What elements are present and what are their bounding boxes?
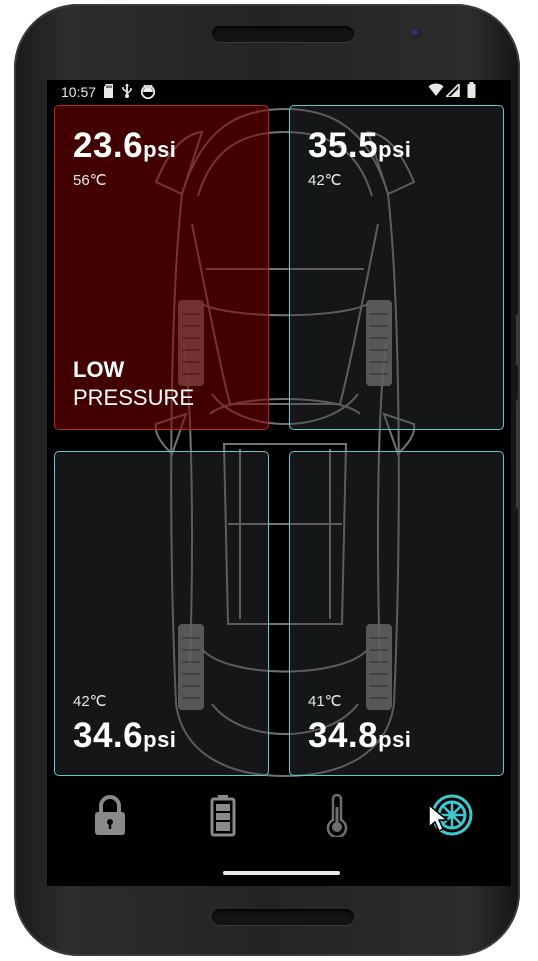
rear-left-pressure: 34.6psi — [73, 716, 177, 755]
sd-card-icon — [103, 83, 114, 99]
front-left-temperature: 56℃ — [73, 172, 107, 189]
rear-left-temperature: 42℃ — [73, 693, 107, 710]
battery-icon — [467, 82, 476, 98]
power-button — [516, 399, 520, 509]
bottom-speaker — [212, 909, 354, 925]
app-screen — [47, 80, 511, 886]
volume-button — [516, 314, 520, 366]
phone-frame — [14, 4, 520, 956]
tire-panel-front-right[interactable] — [289, 105, 504, 430]
tire-panel-rear-right[interactable] — [289, 451, 504, 776]
battery-icon — [203, 793, 243, 837]
tire-panel-rear-left[interactable] — [54, 451, 269, 776]
nav-lock-button[interactable] — [90, 793, 130, 837]
low-pressure-warning: LOW PRESSURE — [73, 357, 195, 410]
wifi-icon — [428, 83, 444, 97]
home-indicator[interactable] — [223, 871, 340, 875]
front-camera — [411, 28, 421, 38]
earpiece-speaker — [212, 26, 354, 42]
thermometer-icon — [317, 793, 357, 837]
status-time: 10:57 — [61, 84, 97, 100]
lock-icon — [90, 793, 130, 837]
usb-icon — [120, 83, 134, 99]
front-right-pressure: 35.5psi — [308, 126, 412, 165]
android-icon — [140, 83, 156, 99]
front-right-temperature: 42℃ — [308, 172, 342, 189]
nav-battery-button[interactable] — [203, 793, 243, 837]
rear-right-pressure: 34.8psi — [308, 716, 412, 755]
nav-temperature-button[interactable] — [317, 793, 357, 837]
signal-icon — [446, 84, 460, 97]
cursor-icon — [427, 803, 449, 833]
status-bar — [47, 80, 511, 104]
rear-right-temperature: 41℃ — [308, 693, 342, 710]
bottom-nav — [47, 785, 511, 845]
front-left-pressure: 23.6psi — [73, 126, 177, 165]
tire-panel-front-left[interactable] — [54, 105, 269, 430]
